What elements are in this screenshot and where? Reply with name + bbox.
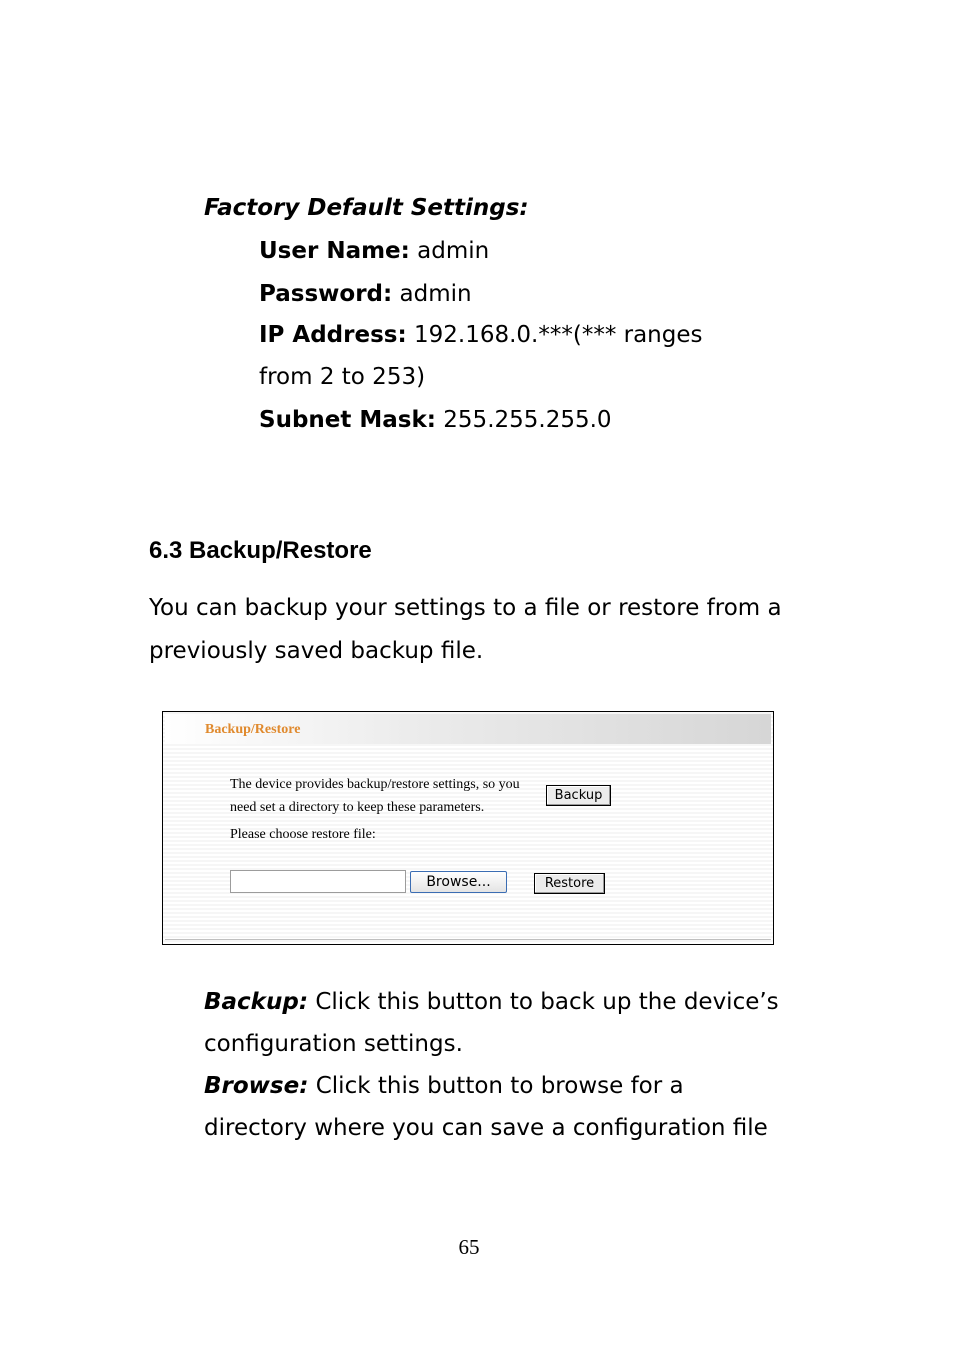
user-name-setting — [259, 238, 489, 264]
intro-line-1: You can backup your settings to a file or restore from a — [149, 595, 782, 621]
password-value: admin — [392, 281, 472, 307]
panel-header — [165, 714, 771, 744]
backup-restore-panel — [162, 711, 774, 945]
user-name-value: admin — [409, 238, 490, 264]
password-setting — [259, 281, 472, 307]
browse-description — [204, 1073, 684, 1099]
ip-address-setting — [259, 322, 703, 348]
subnet-mask-label: Subnet Mask: — [259, 407, 436, 433]
backup-description — [204, 989, 779, 1015]
intro-line-2: previously saved backup file. — [149, 638, 484, 664]
browse-button[interactable]: Browse... — [410, 871, 507, 893]
restore-button[interactable]: Restore — [534, 873, 605, 894]
panel-title: Backup/Restore — [205, 722, 301, 737]
ip-address-label: IP Address: — [259, 322, 407, 348]
backup-button[interactable]: Backup — [546, 785, 611, 806]
backup-description-cont: configuration settings. — [204, 1031, 463, 1057]
restore-file-prompt: Please choose restore file: — [230, 827, 376, 842]
browse-description-cont: directory where you can save a configuration file — [204, 1115, 768, 1141]
restore-file-input[interactable] — [230, 870, 406, 893]
browse-term: Browse: — [204, 1073, 309, 1099]
page-number: 65 — [458, 1235, 480, 1259]
ip-address-value: 192.168.0.***(*** ranges — [406, 322, 703, 348]
browse-text: Click this button to browse for a — [308, 1073, 684, 1099]
subnet-mask-value: 255.255.255.0 — [435, 407, 612, 433]
panel-divider — [165, 939, 771, 940]
panel-description-line-2: need set a directory to keep these parameters. — [230, 800, 485, 815]
section-heading: 6.3 Backup/Restore — [149, 537, 372, 564]
user-name-label: User Name: — [259, 238, 410, 264]
password-label: Password: — [259, 281, 393, 307]
subnet-mask-setting — [259, 407, 612, 433]
backup-term: Backup: — [204, 989, 309, 1015]
ip-address-range-note: from 2 to 253) — [259, 364, 426, 390]
factory-defaults-title: Factory Default Settings: — [204, 195, 529, 221]
panel-description-line-1: The device provides backup/restore settings, so you — [230, 777, 520, 792]
backup-text: Click this button to back up the device’s — [308, 989, 779, 1015]
